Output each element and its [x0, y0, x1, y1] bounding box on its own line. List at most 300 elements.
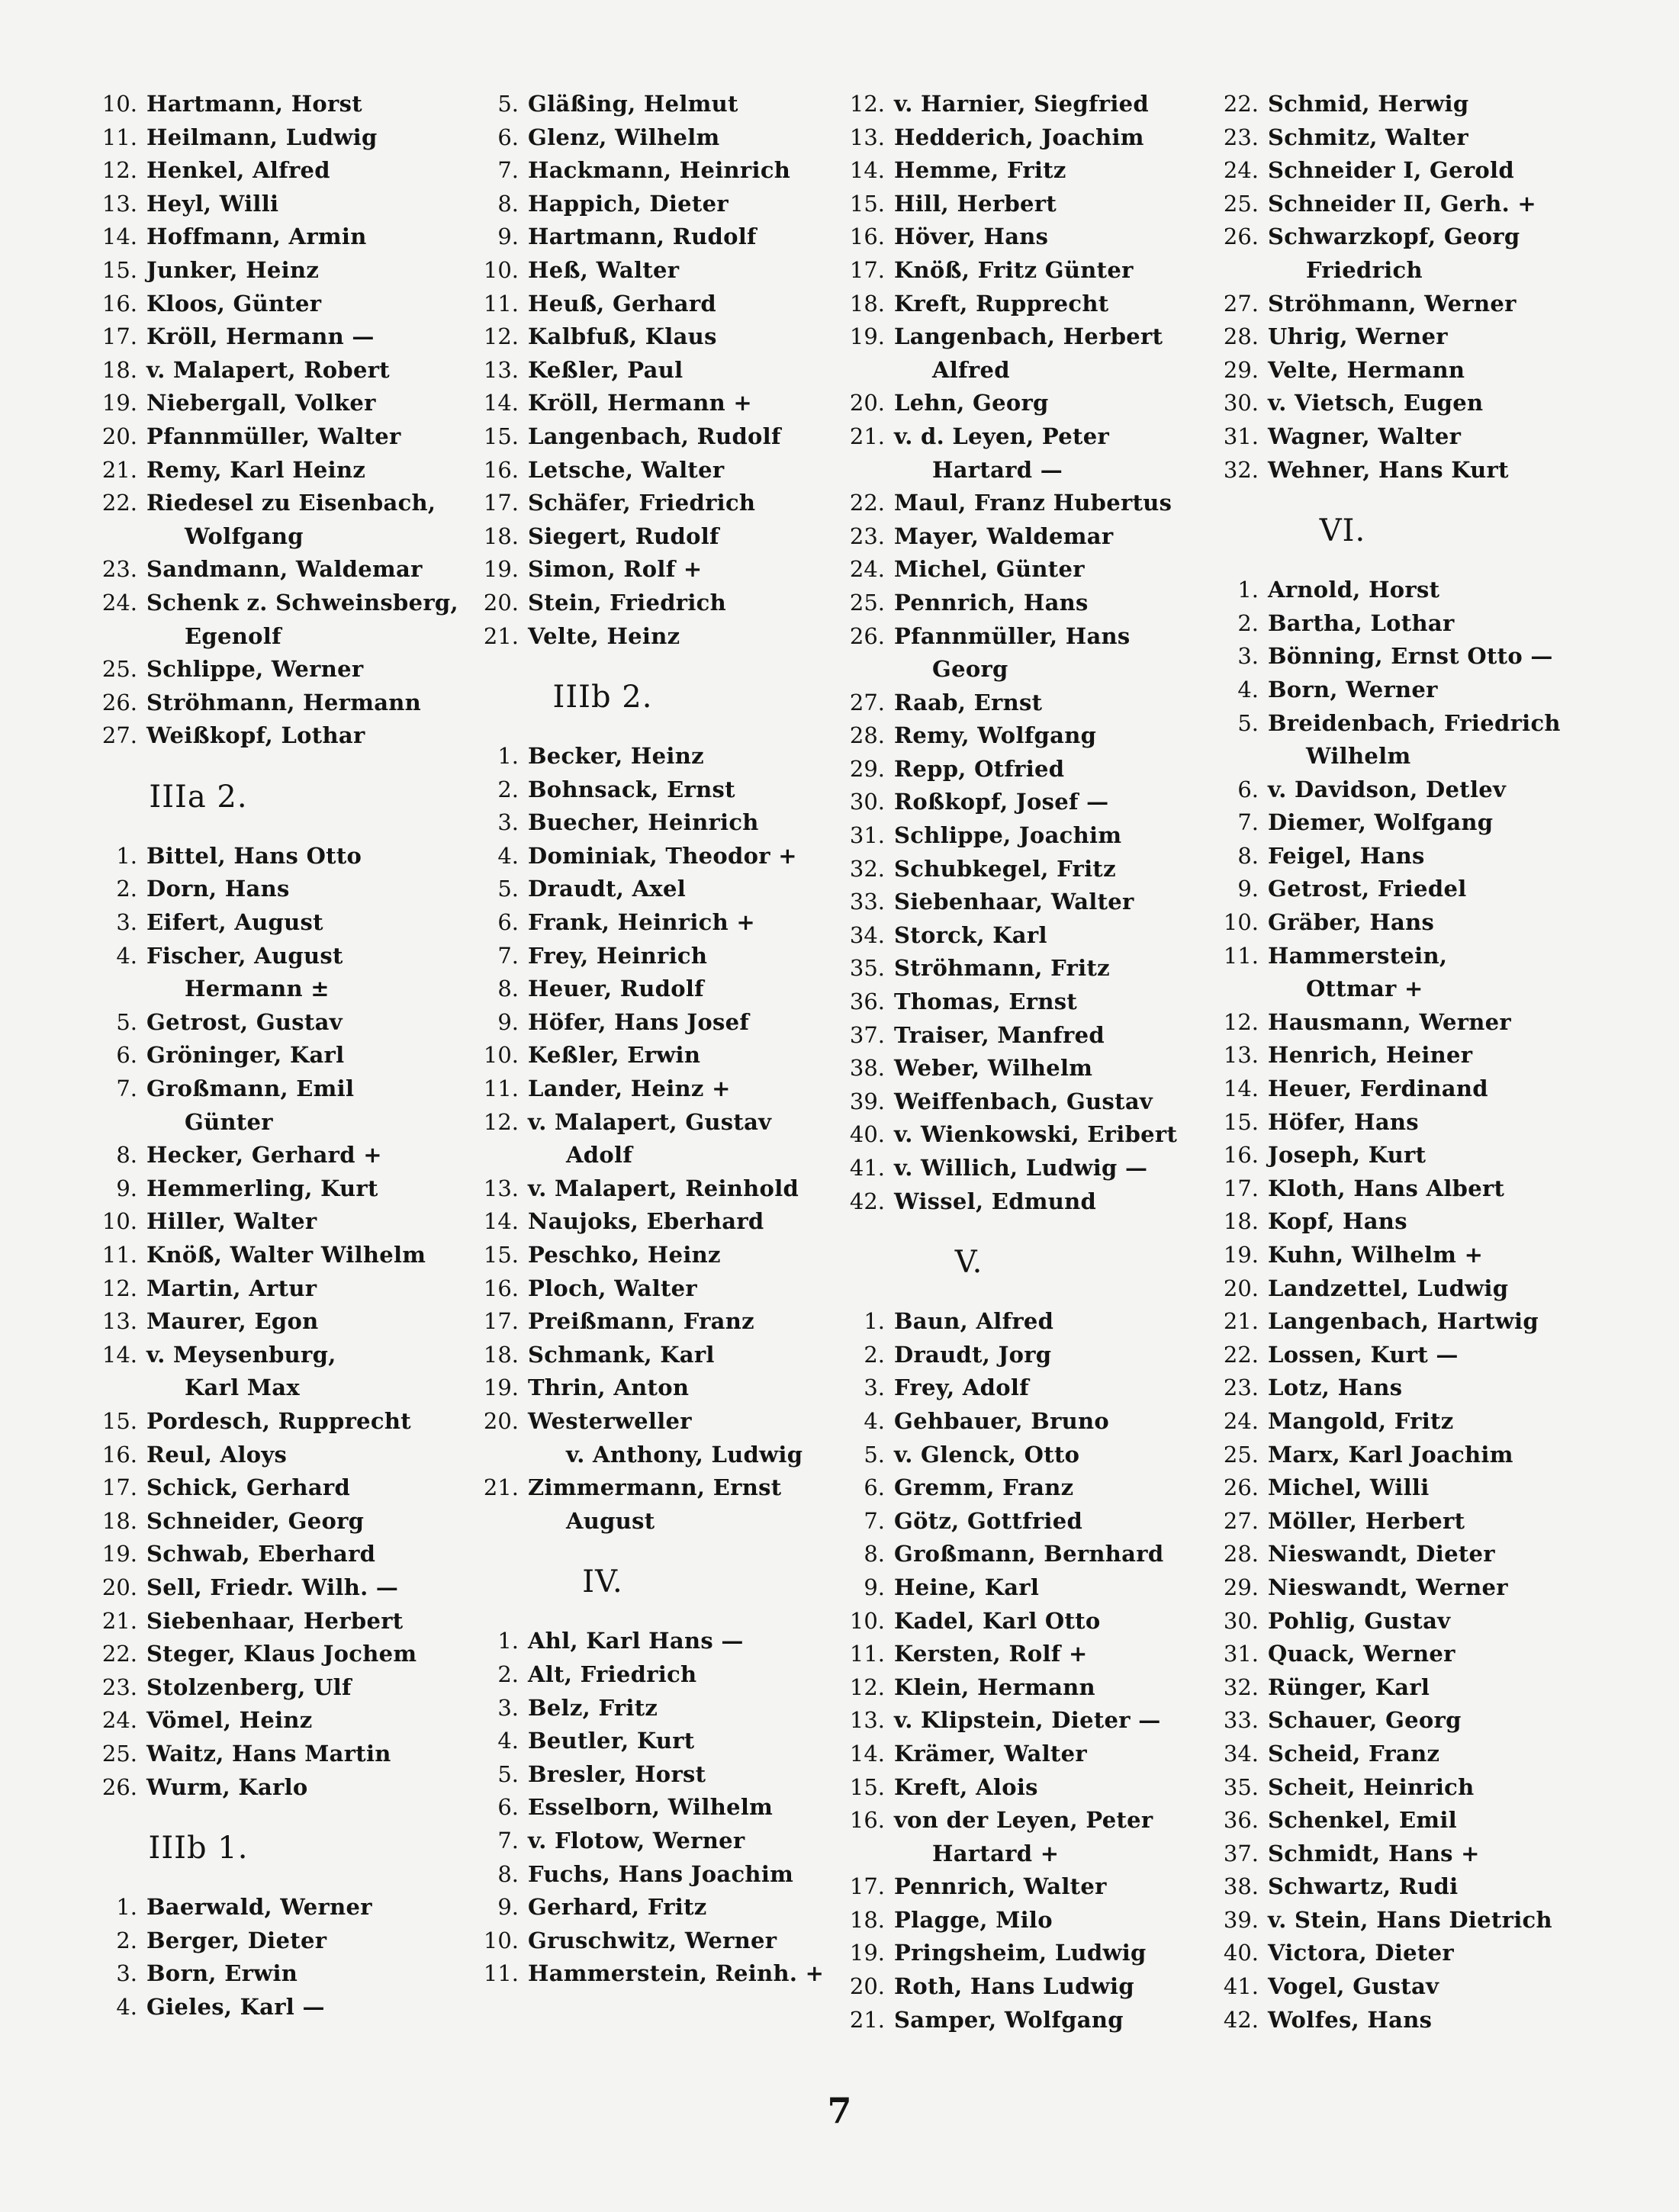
- list-item: [99, 1205, 465, 1239]
- list-item: [847, 320, 1213, 354]
- entry-name: Quack, Werner: [1268, 1641, 1455, 1667]
- entry-number: 14.: [101, 223, 137, 250]
- entry-number: 9.: [497, 1008, 519, 1035]
- entry-name: Ploch, Walter: [528, 1275, 697, 1301]
- list-item: [847, 853, 1213, 886]
- entry-name: Lehn, Georg: [894, 390, 1049, 416]
- list-item: [847, 985, 1213, 1019]
- list-item: [1221, 1870, 1587, 1904]
- entry-name: Hill, Herbert: [894, 190, 1057, 217]
- list-item: [481, 1791, 847, 1825]
- list-item: [1221, 1970, 1587, 2004]
- entry-number: 15.: [101, 1407, 137, 1434]
- entry-number: 18.: [483, 1341, 519, 1368]
- list-item: [847, 1804, 1213, 1837]
- list-item: [481, 520, 847, 554]
- entry-name: v. Vietsch, Eugen: [1268, 390, 1484, 416]
- entry-number: 24.: [1223, 1407, 1259, 1434]
- list-item: [481, 587, 847, 620]
- entry-name: Steger, Klaus Jochem: [146, 1641, 417, 1667]
- entry-name: Dorn, Hans: [146, 876, 290, 902]
- list-item: [481, 1924, 847, 1958]
- entry-number: 17.: [483, 1308, 519, 1335]
- list-item: [847, 1671, 1213, 1705]
- entry-number: 4.: [497, 842, 519, 869]
- list-item: [99, 1405, 465, 1439]
- entry-name: v. Malapert, Reinhold: [528, 1175, 799, 1201]
- entry-number: 25.: [101, 656, 137, 683]
- entry-number: 42.: [849, 1188, 885, 1214]
- entry-number: 9.: [497, 223, 519, 250]
- list-item: [99, 1638, 465, 1671]
- entry-name: Martin, Artur: [146, 1275, 317, 1301]
- list-item: [1221, 607, 1587, 641]
- entry-name: Großmann, Emil: [146, 1075, 355, 1102]
- list-item: [847, 1052, 1213, 1085]
- list-item: [99, 587, 465, 620]
- list-item: [1221, 220, 1587, 254]
- list-item: [99, 1272, 465, 1306]
- entry-name: Gerhard, Fritz: [528, 1894, 707, 1921]
- list-item: [1221, 288, 1587, 321]
- list-item: [99, 1239, 465, 1272]
- entry-number: 31.: [849, 822, 885, 849]
- entry-name: Hedderich, Joachim: [894, 124, 1144, 150]
- entry-number: 11.: [483, 290, 519, 317]
- list-item: [847, 1118, 1213, 1152]
- entry-name: v. Malapert, Gustav: [528, 1108, 772, 1135]
- list-item: [1221, 873, 1587, 906]
- entry-number: 18.: [849, 290, 885, 317]
- entry-number: 18.: [483, 522, 519, 549]
- entry-number: 1.: [116, 1894, 137, 1921]
- entry-number: 3.: [497, 809, 519, 836]
- entry-number: 13.: [483, 356, 519, 383]
- entry-number: 4.: [1237, 676, 1259, 703]
- entry-name: Hammerstein,: [1268, 942, 1448, 969]
- entry-name-continuation: Hartard +: [932, 1840, 1060, 1866]
- entry-name: Junker, Heinz: [146, 256, 320, 283]
- list-item: [481, 220, 847, 254]
- list-item: [847, 1152, 1213, 1185]
- list-item: [99, 420, 465, 454]
- entry-number: 29.: [1223, 356, 1259, 383]
- entry-name: Schenk z. Schweinsberg,: [146, 589, 458, 616]
- list-item: [847, 88, 1213, 121]
- entry-number: 32.: [1223, 1673, 1259, 1700]
- entry-name: Wissel, Edmund: [894, 1188, 1097, 1214]
- list-item: [1221, 1371, 1587, 1405]
- entry-number: 24.: [1223, 157, 1259, 184]
- entry-number: 26.: [849, 622, 885, 649]
- list-item: [99, 553, 465, 587]
- entry-name: Sell, Friedr. Wilh. —: [146, 1574, 399, 1600]
- entry-name: Hiller, Walter: [146, 1208, 317, 1235]
- list-item: [1221, 640, 1587, 674]
- entry-number: 34.: [1223, 1740, 1259, 1767]
- entry-number: 1.: [497, 743, 519, 770]
- entry-name: Hemme, Fritz: [894, 157, 1066, 184]
- list-item: [1221, 1039, 1587, 1072]
- entry-number: 13.: [101, 190, 137, 217]
- entry-name: Hausmann, Werner: [1268, 1008, 1511, 1035]
- entry-name: Buecher, Heinrich: [528, 809, 759, 836]
- list-item: [847, 1371, 1213, 1405]
- list-item: [1221, 121, 1587, 155]
- entry-number: 16.: [849, 223, 885, 250]
- entry-name: Simon, Rolf +: [528, 556, 703, 583]
- entry-name: Zimmermann, Ernst: [528, 1474, 782, 1501]
- entry-name: Raab, Ernst: [894, 689, 1043, 715]
- entry-number: 6.: [864, 1474, 885, 1501]
- entry-number: 22.: [101, 1641, 137, 1667]
- entry-name: Weiffenbach, Gustav: [894, 1088, 1153, 1114]
- list-item: [1221, 420, 1587, 454]
- entry-number: 26.: [101, 1773, 137, 1800]
- entry-number: 22.: [101, 490, 137, 516]
- entry-number: 36.: [1223, 1807, 1259, 1834]
- entry-number: 19.: [101, 1541, 137, 1567]
- entry-number: 21.: [101, 1607, 137, 1634]
- list-item: [99, 487, 465, 520]
- entry-name: Schwarzkopf, Georg: [1268, 223, 1520, 250]
- entry-name: Storck, Karl: [894, 921, 1047, 948]
- entry-number: 15.: [483, 1242, 519, 1268]
- entry-number: 16.: [101, 290, 137, 317]
- list-item: [847, 1904, 1213, 1937]
- list-item: [1221, 1439, 1587, 1472]
- entry-number: 4.: [116, 1993, 137, 2020]
- page-number: 7: [827, 2090, 852, 2131]
- list-item: [99, 1505, 465, 1538]
- list-item: [99, 1704, 465, 1738]
- entry-name: Knöß, Fritz Günter: [894, 256, 1134, 283]
- entry-number: 33.: [1223, 1707, 1259, 1734]
- entry-name: Hartmann, Rudolf: [528, 223, 757, 250]
- list-item: [1221, 188, 1587, 221]
- list-item: [481, 1339, 847, 1372]
- entry-name: Knöß, Walter Wilhelm: [146, 1242, 426, 1268]
- class-heading: V.: [954, 1245, 983, 1281]
- entry-name: Naujoks, Eberhard: [528, 1208, 764, 1235]
- entry-name: Henrich, Heiner: [1268, 1042, 1473, 1069]
- list-item: [481, 873, 847, 906]
- entry-number: 7.: [116, 1075, 137, 1102]
- entry-name-continuation: Alfred: [932, 356, 1010, 383]
- list-item: [1221, 840, 1587, 873]
- list-item: [481, 973, 847, 1006]
- list-item: [481, 387, 847, 420]
- entry-name-continuation: Wilhelm: [1306, 743, 1411, 770]
- list-item: [847, 2004, 1213, 2037]
- entry-number: 17.: [101, 1474, 137, 1501]
- class-heading: IV.: [582, 1564, 623, 1600]
- entry-number: 10.: [101, 1208, 137, 1235]
- entry-number: 8.: [497, 976, 519, 1002]
- entry-name: v. Klipstein, Dieter —: [894, 1707, 1161, 1734]
- list-item: [1221, 320, 1587, 354]
- entry-number: 5.: [497, 1760, 519, 1787]
- list-item: [847, 1405, 1213, 1439]
- entry-name: Maurer, Egon: [146, 1308, 319, 1335]
- entry-name: Baerwald, Werner: [146, 1894, 372, 1921]
- entry-number: 14.: [1223, 1075, 1259, 1102]
- list-item: [481, 1072, 847, 1106]
- entry-name: Alt, Friedrich: [528, 1661, 697, 1687]
- entry-name-continuation: Hartard —: [932, 456, 1063, 483]
- entry-number: 12.: [849, 91, 885, 117]
- list-item: [481, 940, 847, 973]
- list-item: [481, 1272, 847, 1306]
- entry-name: v. Glenck, Otto: [894, 1441, 1080, 1468]
- entry-number: 16.: [1223, 1142, 1259, 1169]
- entry-name: Pennrich, Hans: [894, 589, 1089, 616]
- list-item: [1221, 1205, 1587, 1239]
- entry-number: 38.: [849, 1055, 885, 1082]
- entry-name: Siebenhaar, Herbert: [146, 1607, 404, 1634]
- entry-name: Riedesel zu Eisenbach,: [146, 490, 436, 516]
- entry-number: 2.: [497, 776, 519, 802]
- list-item: [847, 520, 1213, 554]
- entry-number: 22.: [849, 490, 885, 516]
- list-item: [99, 1605, 465, 1638]
- entry-name: Lotz, Hans: [1268, 1374, 1403, 1401]
- list-item: [847, 188, 1213, 221]
- entry-name: Reul, Aloys: [146, 1441, 288, 1468]
- entry-name: Schneider I, Gerold: [1268, 157, 1514, 184]
- list-item: [99, 1771, 465, 1805]
- entry-number: 27.: [1223, 1507, 1259, 1534]
- list-item: [1221, 154, 1587, 188]
- entry-name: Kloth, Hans Albert: [1268, 1175, 1505, 1201]
- entry-name: Kuhn, Wilhelm +: [1268, 1242, 1484, 1268]
- list-item: [481, 1471, 847, 1505]
- entry-name-continuation: Karl Max: [185, 1374, 300, 1401]
- entry-number: 25.: [101, 1740, 137, 1767]
- entry-name: Gieles, Karl —: [146, 1993, 325, 2020]
- entry-name: Pfannmüller, Walter: [146, 423, 401, 449]
- entry-number: 5.: [864, 1441, 885, 1468]
- list-item: [481, 1305, 847, 1339]
- list-item: [99, 320, 465, 354]
- entry-number: 25.: [1223, 190, 1259, 217]
- entry-number: 23.: [849, 522, 885, 549]
- entry-number: 17.: [1223, 1175, 1259, 1201]
- entry-name: Höfer, Hans: [1268, 1108, 1419, 1135]
- list-item: [847, 1605, 1213, 1638]
- list-item: [847, 620, 1213, 654]
- entry-name-continuation: Hermann ±: [185, 976, 330, 1002]
- entry-number: 13.: [849, 1707, 885, 1734]
- list-item: [1221, 806, 1587, 840]
- entry-number: 11.: [1223, 942, 1259, 969]
- entry-name: Höfer, Hans Josef: [528, 1008, 750, 1035]
- entry-name: Großmann, Bernhard: [894, 1541, 1164, 1567]
- entry-name: Hemmerling, Kurt: [146, 1175, 378, 1201]
- entry-number: 6.: [1237, 776, 1259, 802]
- list-item: [1221, 1072, 1587, 1106]
- entry-name: Wagner, Walter: [1268, 423, 1462, 449]
- entry-name: Born, Erwin: [146, 1960, 298, 1987]
- entry-name: Schmid, Herwig: [1268, 91, 1469, 117]
- entry-name: Götz, Gottfried: [894, 1507, 1083, 1534]
- entry-number: 16.: [849, 1807, 885, 1834]
- list-item: [847, 1019, 1213, 1053]
- entry-number: 23.: [1223, 124, 1259, 150]
- entry-number: 6.: [116, 1042, 137, 1069]
- entry-name: Samper, Wolfgang: [894, 2006, 1124, 2033]
- entry-name: Draudt, Axel: [528, 876, 687, 902]
- entry-number: 41.: [849, 1155, 885, 1181]
- entry-name: Peschko, Heinz: [528, 1242, 721, 1268]
- column-1: [99, 88, 465, 2024]
- entry-number: 22.: [1223, 91, 1259, 117]
- entry-name: Kalbfuß, Klaus: [528, 323, 717, 350]
- entry-number: 13.: [849, 124, 885, 150]
- class-heading: VI.: [1319, 513, 1366, 549]
- list-item: [481, 1239, 847, 1272]
- entry-name: Lander, Heinz +: [528, 1075, 731, 1102]
- entry-name: Schwartz, Rudi: [1268, 1873, 1459, 1900]
- list-item: [481, 1625, 847, 1658]
- entry-name: Keßler, Paul: [528, 356, 684, 383]
- list-item: [99, 1924, 465, 1958]
- entry-number: 28.: [1223, 1541, 1259, 1567]
- entry-name: Bohnsack, Ernst: [528, 776, 735, 802]
- list-item: [99, 454, 465, 487]
- entry-name: Getrost, Gustav: [146, 1008, 343, 1035]
- entry-name: Kröll, Hermann +: [528, 390, 753, 416]
- entry-name: Preißmann, Franz: [528, 1308, 754, 1335]
- entry-number: 1.: [1237, 577, 1259, 603]
- entry-name: Schubkegel, Fritz: [894, 855, 1116, 882]
- entry-name: Heine, Karl: [894, 1574, 1040, 1600]
- entry-name: Heilmann, Ludwig: [146, 124, 378, 150]
- entry-name: v. Stein, Hans Dietrich: [1268, 1906, 1552, 1933]
- entry-name: Langenbach, Hartwig: [1268, 1308, 1539, 1335]
- list-item: [99, 1957, 465, 1991]
- entry-name: Frey, Heinrich: [528, 942, 708, 969]
- entry-number: 20.: [1223, 1275, 1259, 1301]
- list-item: [847, 1305, 1213, 1339]
- class-heading: IIIa 2.: [149, 779, 248, 815]
- list-item: [847, 686, 1213, 720]
- list-item: [99, 188, 465, 221]
- entry-name: Schäfer, Friedrich: [528, 490, 756, 516]
- entry-number: 14.: [483, 390, 519, 416]
- entry-number: 11.: [101, 1242, 137, 1268]
- entry-number: 17.: [849, 1873, 885, 1900]
- entry-number: 15.: [849, 190, 885, 217]
- entry-number: 18.: [1223, 1208, 1259, 1235]
- entry-name: Traiser, Manfred: [894, 1021, 1105, 1048]
- entry-number: 19.: [849, 1940, 885, 1966]
- list-item: [481, 1825, 847, 1858]
- entry-number: 7.: [497, 942, 519, 969]
- list-item: [99, 88, 465, 121]
- entry-name: Stolzenberg, Ulf: [146, 1673, 352, 1700]
- list-item: [1221, 1471, 1587, 1505]
- entry-name-continuation: Günter: [185, 1108, 273, 1135]
- list-item: [481, 773, 847, 807]
- list-item: [99, 1172, 465, 1206]
- entry-name: Schenkel, Emil: [1268, 1807, 1457, 1834]
- entry-name-continuation: August: [566, 1507, 655, 1534]
- list-item: [1221, 1904, 1587, 1937]
- entry-name: Maul, Franz Hubertus: [894, 490, 1172, 516]
- list-item: [847, 1505, 1213, 1538]
- entry-name: Born, Werner: [1268, 676, 1438, 703]
- list-item: [481, 806, 847, 840]
- list-item: [99, 1339, 465, 1372]
- list-item: [1221, 1771, 1587, 1805]
- list-item: [847, 1937, 1213, 1970]
- entry-number: 5.: [497, 876, 519, 902]
- list-item: [847, 886, 1213, 919]
- entry-number: 27.: [849, 689, 885, 715]
- entry-number: 2.: [116, 876, 137, 902]
- list-item: [481, 354, 847, 387]
- entry-number: 5.: [116, 1008, 137, 1035]
- entry-number: 10.: [483, 1042, 519, 1069]
- entry-number: 10.: [483, 256, 519, 283]
- entry-name: Siegert, Rudolf: [528, 522, 719, 549]
- list-item: [481, 1106, 847, 1140]
- list-item: [99, 873, 465, 906]
- entry-number: 26.: [1223, 223, 1259, 250]
- entry-name: Letsche, Walter: [528, 456, 725, 483]
- entry-name: Keßler, Erwin: [528, 1042, 701, 1069]
- entry-number: 23.: [1223, 1374, 1259, 1401]
- entry-number: 12.: [1223, 1008, 1259, 1035]
- entry-number: 9.: [116, 1175, 137, 1201]
- class-heading: IIIb 2.: [552, 680, 653, 715]
- list-item: [481, 154, 847, 188]
- entry-number: 12.: [101, 157, 137, 184]
- entry-number: 28.: [1223, 323, 1259, 350]
- entry-name: Dominiak, Theodor +: [528, 842, 797, 869]
- list-item: [1221, 1239, 1587, 1272]
- list-item: [1221, 354, 1587, 387]
- list-item: [1221, 1339, 1587, 1372]
- list-item: [847, 154, 1213, 188]
- entry-name: Gehbauer, Bruno: [894, 1407, 1110, 1434]
- list-item: [1221, 88, 1587, 121]
- entry-name-continuation: Georg: [932, 656, 1008, 683]
- list-item: [481, 1957, 847, 1991]
- list-item: [847, 719, 1213, 753]
- entry-number: 3.: [116, 909, 137, 936]
- entry-name: Schlippe, Joachim: [894, 822, 1122, 849]
- list-item: [99, 220, 465, 254]
- list-item: [1221, 1837, 1587, 1871]
- entry-name: Waitz, Hans Martin: [146, 1740, 391, 1767]
- entry-name: v. Wienkowski, Eribert: [894, 1121, 1178, 1148]
- list-item: [481, 1371, 847, 1405]
- entry-number: 20.: [101, 423, 137, 449]
- list-item: [481, 1205, 847, 1239]
- entry-name: Kröll, Hermann —: [146, 323, 375, 350]
- list-item: [481, 1172, 847, 1206]
- entry-number: 26.: [101, 689, 137, 715]
- list-item: [99, 719, 465, 753]
- entry-number: 17.: [849, 256, 885, 283]
- entry-name-continuation: Friedrich: [1306, 256, 1423, 283]
- entry-name: Remy, Karl Heinz: [146, 456, 366, 483]
- entry-name: Schmidt, Hans +: [1268, 1840, 1480, 1866]
- entry-name: Schneider II, Gerh. +: [1268, 190, 1537, 217]
- entry-name: Diemer, Wolfgang: [1268, 809, 1494, 836]
